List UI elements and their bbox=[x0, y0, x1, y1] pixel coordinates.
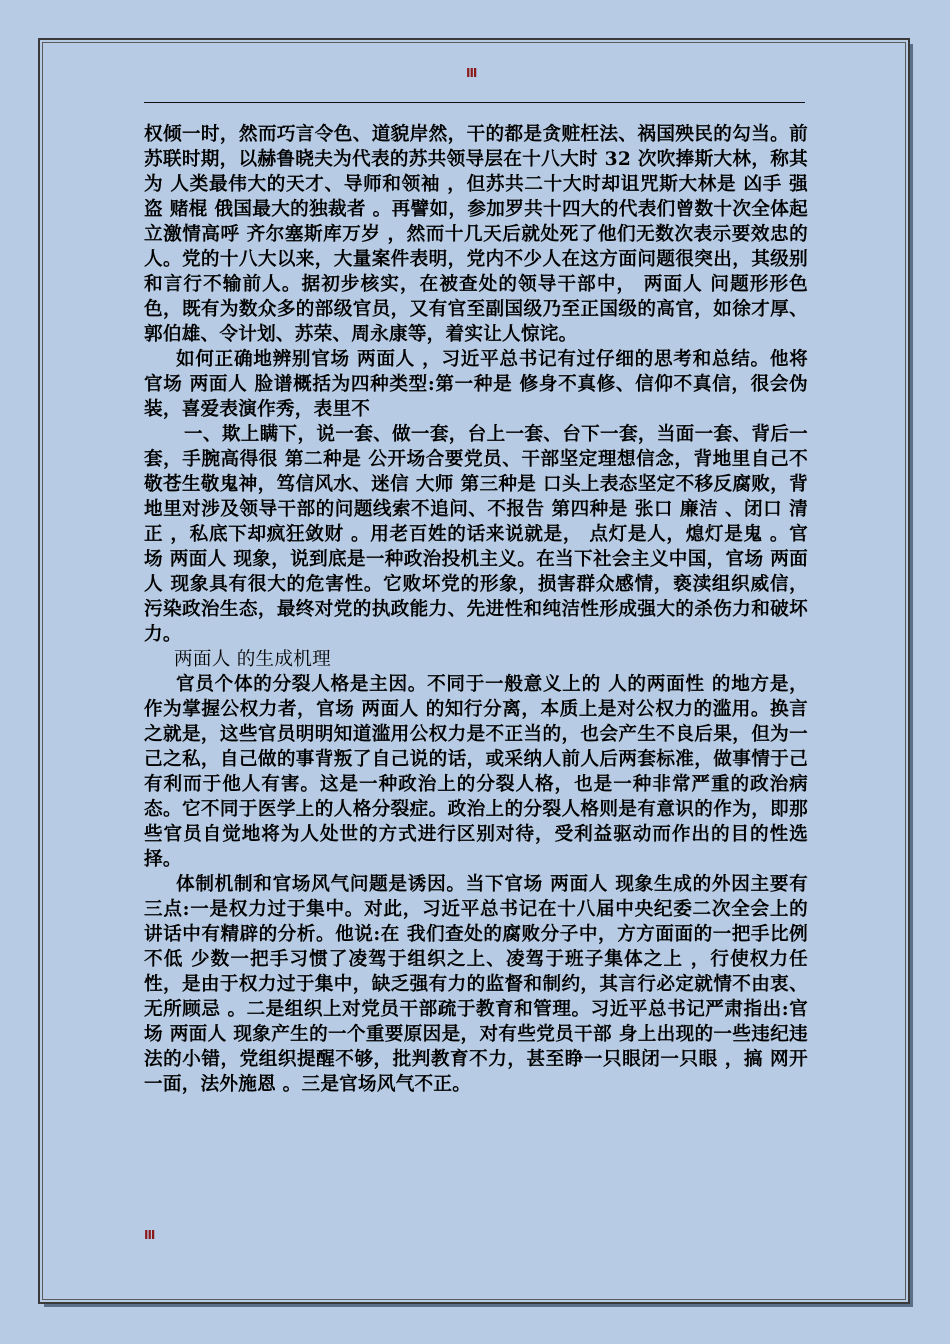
paragraph-1: 权倾一时，然而巧言令色、道貌岸然，干的都是贪赃枉法、祸国殃民的勾当。前苏联时期，以赫鲁晓夫为代表的苏共领导层在十八大时 32 次吹捧斯大林，称其为 人类最伟大的天才、导师和领袖 ，但苏共二十大时却诅咒斯大林是 凶手 强盗 赌棍 俄国最大的独裁者 。再譬如，参加罗共十四大的代表们曾数十次全体起立激情高呼 齐尔塞斯库万岁 ，然而十几天后就处死了他们无数次表示要效忠的人。党的十八大以来，大量案件表明，党内不少人在这方面问题很突出，其级别和言行不输前人。据初步核实，在被查处的领导干部中， 两面人 问题形形色色，既有为数众多的部级官员，又有官至副国级乃至正国级的高官，如徐才厚、郭伯雄、令计划、苏荣、周永康等，着实让人惊诧。 bbox=[144, 124, 808, 345]
document-body bbox=[144, 122, 808, 1097]
page-border-shadow-right bbox=[910, 44, 913, 1306]
section-heading: 两面人 的生成机理 bbox=[174, 649, 331, 670]
page-border-shadow-bottom bbox=[44, 1304, 913, 1307]
paragraph-4: 官员个体的分裂人格是主因。不同于一般意义上的 人的两面性 的地方是，作为掌握公权力者，官场 两面人 的知行分离，本质上是对公权力的滥用。换言之就是，这些官员明明知道滥用公权力是不正当的，也会产生不良后果，但为一己之私，自己做的事背叛了自己说的话，或采纳人前人后两套标准，做事情于己有利而于他人有害。这是一种政治上的分裂人格，也是一种非常严重的政治病态。它不同于医学上的人格分裂症。政治上的分裂人格则是有意识的作为，即那些官员自觉地将为人处世的方式进行区别对待，受利益驱动而作出的目的性选择。 bbox=[144, 674, 808, 870]
paragraph-5: 体制机制和官场风气问题是诱因。当下官场 两面人 现象生成的外因主要有三点:一是权力过于集中。对此，习近平总书记在十八届中央纪委二次全会上的讲话中有精辟的分析。他说:在 我们查处的腐败分子中，方方面面的一把手比例不低 少数一把手习惯了凌驾于组织之上、凌驾于班子集体之上 ，行使权力任性，是由于权力过于集中，缺乏强有力的监督和制约，其言行必定就情不由衷、无所顾忌 。二是组织上对党员干部疏于教育和管理。习近平总书记严肃指出:官场 两面人 现象产生的一个重要原因是，对有些党员干部 身上出现的一些违纪违法的小错，党组织提醒不够，批判教育不力，甚至睁一只眼闭一只眼 ，搞 网开一面，法外施恩 。三是官场风气不正。 bbox=[144, 874, 808, 1095]
footer-mark: III bbox=[144, 1228, 155, 1242]
paragraph-3: 一、欺上瞒下，说一套、做一套，台上一套、台下一套，当面一套、背后一套，手腕高得很 第二种是 公开场合要党员、干部坚定理想信念，背地里自己不敬苍生敬鬼神，笃信风水、迷信 大师 第三种是 口头上表态坚定不移反腐败，背地里对涉及领导干部的问题线索不追问、不报告 第四种是 张口 廉洁 、闭口 清正 ，私底下却疯狂敛财 。用老百姓的话来说就是， 点灯是人，熄灯是鬼 。官场 两面人 现象，说到底是一种政治投机主义。在当下社会主义中国，官场 两面人 现象具有很大的危害性。它败坏党的形象，损害群众感情，亵渎组织威信，污染政治生态，最终对党的执政能力、先进性和纯洁性形成强大的杀伤力和破坏力。 bbox=[144, 424, 808, 645]
paragraph-2: 如何正确地辨别官场 两面人 ，习近平总书记有过仔细的思考和总结。他将官场 两面人 脸谱概括为四种类型:第一种是 修身不真修、信仰不真信，很会伪装，喜爱表演作秀，表里不 bbox=[144, 349, 808, 420]
header-mark: III bbox=[466, 66, 477, 80]
header-rule bbox=[144, 102, 805, 103]
